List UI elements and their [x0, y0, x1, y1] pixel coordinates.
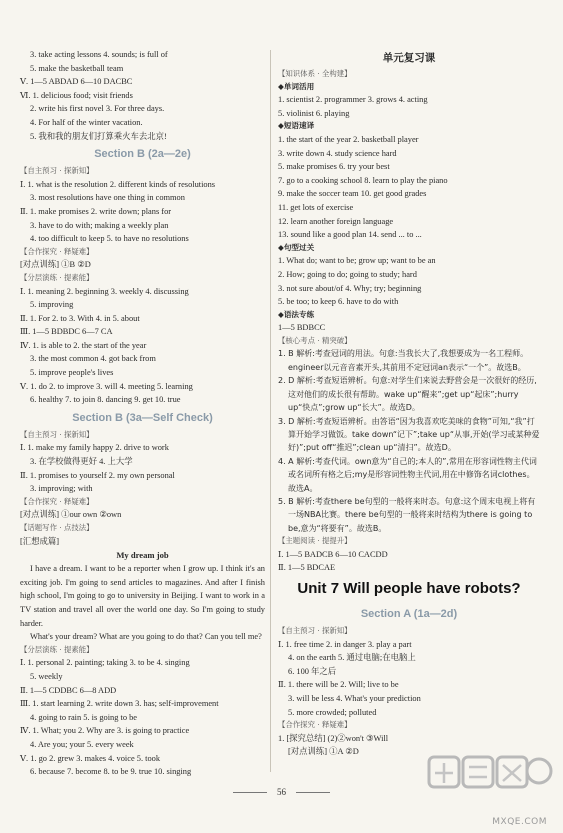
answer-line: 2. How; going to do; going to study; hard	[278, 269, 417, 279]
answer-line: Ⅰ. 1. make my family happy 2. drive to work	[20, 443, 169, 453]
explanation-item: 4. A 解析:考查代词。own意为“自己的;本人的”,常用在形容词性物主代词或名词所有格之后;my是形容词性物主代词,用在中修饰名词clothes。故选A。	[278, 456, 537, 493]
answer-line: 3. write down 4. study science hard	[278, 148, 397, 158]
answer-line: 13. sound like a good plan 14. send ... to ...	[278, 230, 422, 240]
answer-line: Ⅰ. 1. meaning 2. beginning 3. weekly 4. discussing	[20, 286, 189, 296]
page-number-rule-right	[296, 792, 330, 793]
essay-title: My dream job	[116, 550, 169, 561]
answer-line: 6. because 7. become 8. to be 9. true 10. singing	[30, 767, 192, 777]
subheading: ◆语法专练	[278, 309, 315, 319]
explanation-item: 5. B 解析:考查there be句型的一般将来时态。句意:这个周末电视上将有一场NBA比赛。there be句型的一般将来时结构为there is going to be,意为“将要有”。故选B。	[278, 496, 536, 533]
essay-paragraph: I have a dream. I want to be a reporter when I grow up. I think it's an exciting job. I'm going to send articles to magazines. And after I finish high school, I'm going to go to university in Beijing. I want to work in a TV station and travel all over the world one day. So I'm going to study harder.	[20, 564, 265, 628]
answer-line: 11. get lots of exercise	[278, 202, 354, 212]
answer-line: 3. will be less 4. What's your prediction	[288, 693, 421, 703]
answer-line: 4. on the earth 5. 通过电脑;在电脑上	[288, 653, 416, 663]
answer-line: 5. weekly	[30, 671, 63, 681]
answer-line: Ⅰ. 1. free time 2. in danger 3. play a part	[278, 639, 412, 649]
answer-line: Ⅳ. 1. What; you 2. Why are 3. is going to practice	[20, 726, 190, 736]
answer-line: 5. more crowded; polluted	[288, 707, 377, 717]
explanation-item: 1. B 解析:考查冠词的用法。句意:当我长大了,我想要成为一名工程师。engineer以元音音素开头,其前用不定冠词an表示“一个”。故选B。	[278, 349, 529, 372]
answer-line: Ⅱ. 1. promises to yourself 2. my own personal	[20, 470, 175, 480]
answer-line: 7. go to a cooking school 8. learn to play the piano	[278, 175, 448, 185]
section-tag: 【自主预习 · 探新知】	[278, 625, 352, 635]
answer-line: Ⅱ. 1. make promises 2. write down; plans for	[20, 206, 172, 216]
answer-line: [汇想成篇]	[20, 536, 60, 546]
answer-line: Ⅴ. 1. do 2. to improve 3. will 4. meeting 5. learning	[20, 381, 193, 391]
section-tag: 【话题写作 · 点技法】	[20, 523, 94, 532]
review-title: 单元复习课	[382, 52, 436, 64]
section-tag: 【核心考点 · 精突破】	[278, 335, 352, 345]
answer-line: Ⅱ. 1. For 2. to 3. With 4. in 5. about	[20, 313, 140, 323]
section-title: Section A (1a—2d)	[360, 607, 458, 620]
answer-line: 3. have to do with; making a weekly plan	[30, 220, 169, 230]
column-divider	[270, 50, 271, 772]
section-tag: 【自主预习 · 探新知】	[20, 166, 94, 176]
answer-line: 5. be too; to keep 6. have to do with	[278, 297, 399, 307]
subheading: ◆短语速译	[278, 121, 315, 131]
subheading: ◆单词活用	[278, 81, 315, 91]
section-title: Section B (2a—2e)	[94, 148, 191, 161]
right-column	[278, 48, 540, 759]
section-tag: 【合作探究 · 释疑难】	[20, 496, 94, 506]
answer-line: Ⅱ. 1—5 CDDBC 6—8 ADD	[20, 685, 117, 695]
answer-line: 9. make the soccer team 10. get good grades	[278, 189, 427, 199]
answer-line: 5. violinist 6. playing	[278, 108, 350, 118]
answer-line: Ⅰ. 1—5 BADCB 6—10 CACDD	[278, 549, 388, 559]
answer-line: 3. the most common 4. got back from	[30, 354, 156, 364]
answer-line: Ⅴ. 1—5 ABDAD 6—10 DACBC	[20, 77, 133, 87]
answer-line: 4. going to rain 5. is going to be	[30, 712, 138, 722]
answer-line: 4. too difficult to keep 5. to have no resolutions	[30, 234, 189, 244]
unit-title: Unit 7 Will people have robots?	[297, 579, 521, 597]
essay-paragraph: What's your dream? What are you going to do that? Can you tell me?	[30, 632, 262, 642]
answer-line: Ⅰ. 1. what is the resolution 2. different kinds of resolutions	[20, 179, 216, 189]
answer-line: Ⅲ. 1—5 BDBDC 6—7 CA	[20, 327, 113, 337]
answer-line: 5. make promises 6. try your best	[278, 162, 390, 172]
watermark-logo	[425, 753, 555, 811]
watermark-text: MXQE.COM	[492, 817, 547, 827]
section-tag: 【合作探究 · 释疑难】	[278, 720, 352, 730]
answer-line: 1. scientist 2. programmer 3. grows 4. acting	[278, 95, 428, 105]
answer-line: Ⅵ. 1. delicious food; visit friends	[20, 90, 133, 100]
section-tag: 【合作探究 · 释疑难】	[20, 246, 94, 256]
page-number-text: 56	[277, 787, 286, 797]
answer-line: Ⅰ. 1. personal 2. painting; taking 3. to be 4. singing	[20, 658, 190, 668]
answer-line: 1. [探究总结] (2)②won't ③Will	[278, 733, 389, 743]
explanation-item: 2. D 解析:考查短语辨析。句意:对学生们来说去野营会是一次很好的经历,这对他们的成长很有帮助。wake up“醒来”;get up“起床”;hurry up“快点”;grow up“长大”。故选D。	[278, 376, 537, 413]
answer-line: 4. For half of the winter vacation.	[30, 117, 143, 127]
section-tag: 【分层演练 · 提素能】	[20, 272, 94, 282]
section-tag: 【主题阅读 · 提提升】	[278, 536, 352, 546]
section-tag: 【知识体系 · 全构建】	[278, 69, 352, 78]
answer-line: [对点训练] ①B ②D	[20, 260, 91, 270]
answer-line: Ⅳ. 1. is able to 2. the start of the year	[20, 340, 147, 350]
answer-line: Ⅴ. 1. go 2. grew 3. makes 4. voice 5. took	[20, 753, 161, 763]
subheading: ◆句型过关	[278, 242, 315, 252]
answer-line: [对点训练] ①our own ②own	[20, 510, 122, 520]
answer-line: 5. make the basketball team	[30, 63, 124, 73]
answer-line: Ⅱ. 1. there will be 2. Will; live to be	[278, 680, 399, 690]
answer-line: 3. improving; with	[30, 484, 93, 494]
answer-line: 3. take acting lessons 4. sounds; is full of	[30, 50, 168, 59]
answer-line: [对点训练] ①A ②D	[288, 747, 359, 757]
answer-line: 4. Are you; your 5. every week	[30, 739, 134, 749]
answer-line: 6. 100 年之后	[288, 666, 337, 676]
answer-line: 3. most resolutions have one thing in common	[30, 193, 185, 203]
answer-line: 5. 我和我的朋友们打算乘火车去北京!	[30, 131, 167, 141]
page-number-rule-left	[233, 792, 267, 793]
answer-line: 1—5 BDBCC	[278, 323, 326, 333]
answer-line: 6. healthy 7. to join 8. dancing 9. get 10. true	[30, 395, 181, 405]
answer-line: 5. improving	[30, 300, 74, 310]
answer-line: Ⅲ. 1. start learning 2. write down 3. has; self-improvement	[20, 699, 219, 709]
answer-line: 3. not sure about/of 4. Why; try; beginning	[278, 283, 422, 293]
answer-line: 1. What do; want to be; grow up; want to be an	[278, 256, 436, 266]
watermark-logo-icon	[425, 753, 555, 811]
answer-line: Ⅱ. 1—5 BDCAE	[278, 563, 336, 573]
answer-line: 5. improve people's lives	[30, 368, 114, 378]
answer-line: 2. write his first novel 3. For three days.	[30, 104, 165, 114]
answer-line: 1. the start of the year 2. basketball player	[278, 134, 419, 144]
section-tag: 【分层演练 · 提素能】	[20, 644, 94, 654]
section-tag: 【自主预习 · 探新知】	[20, 429, 94, 439]
section-title: Section B (3a—Self Check)	[72, 411, 213, 424]
left-column	[20, 48, 265, 779]
answer-line: 3. 在学校做得更好 4. 上大学	[30, 457, 133, 467]
explanation-item: 3. D 解析:考查短语辨析。由答语“因为我喜欢吃美味的食物”可知,“我”打算开始学习做饭。take down“记下”;take up“从事,开始(学习或某种爱好)”;put off“推迟”;clean up“清扫”。故选D。	[278, 416, 540, 453]
answer-line: 12. learn another foreign language	[278, 216, 394, 226]
